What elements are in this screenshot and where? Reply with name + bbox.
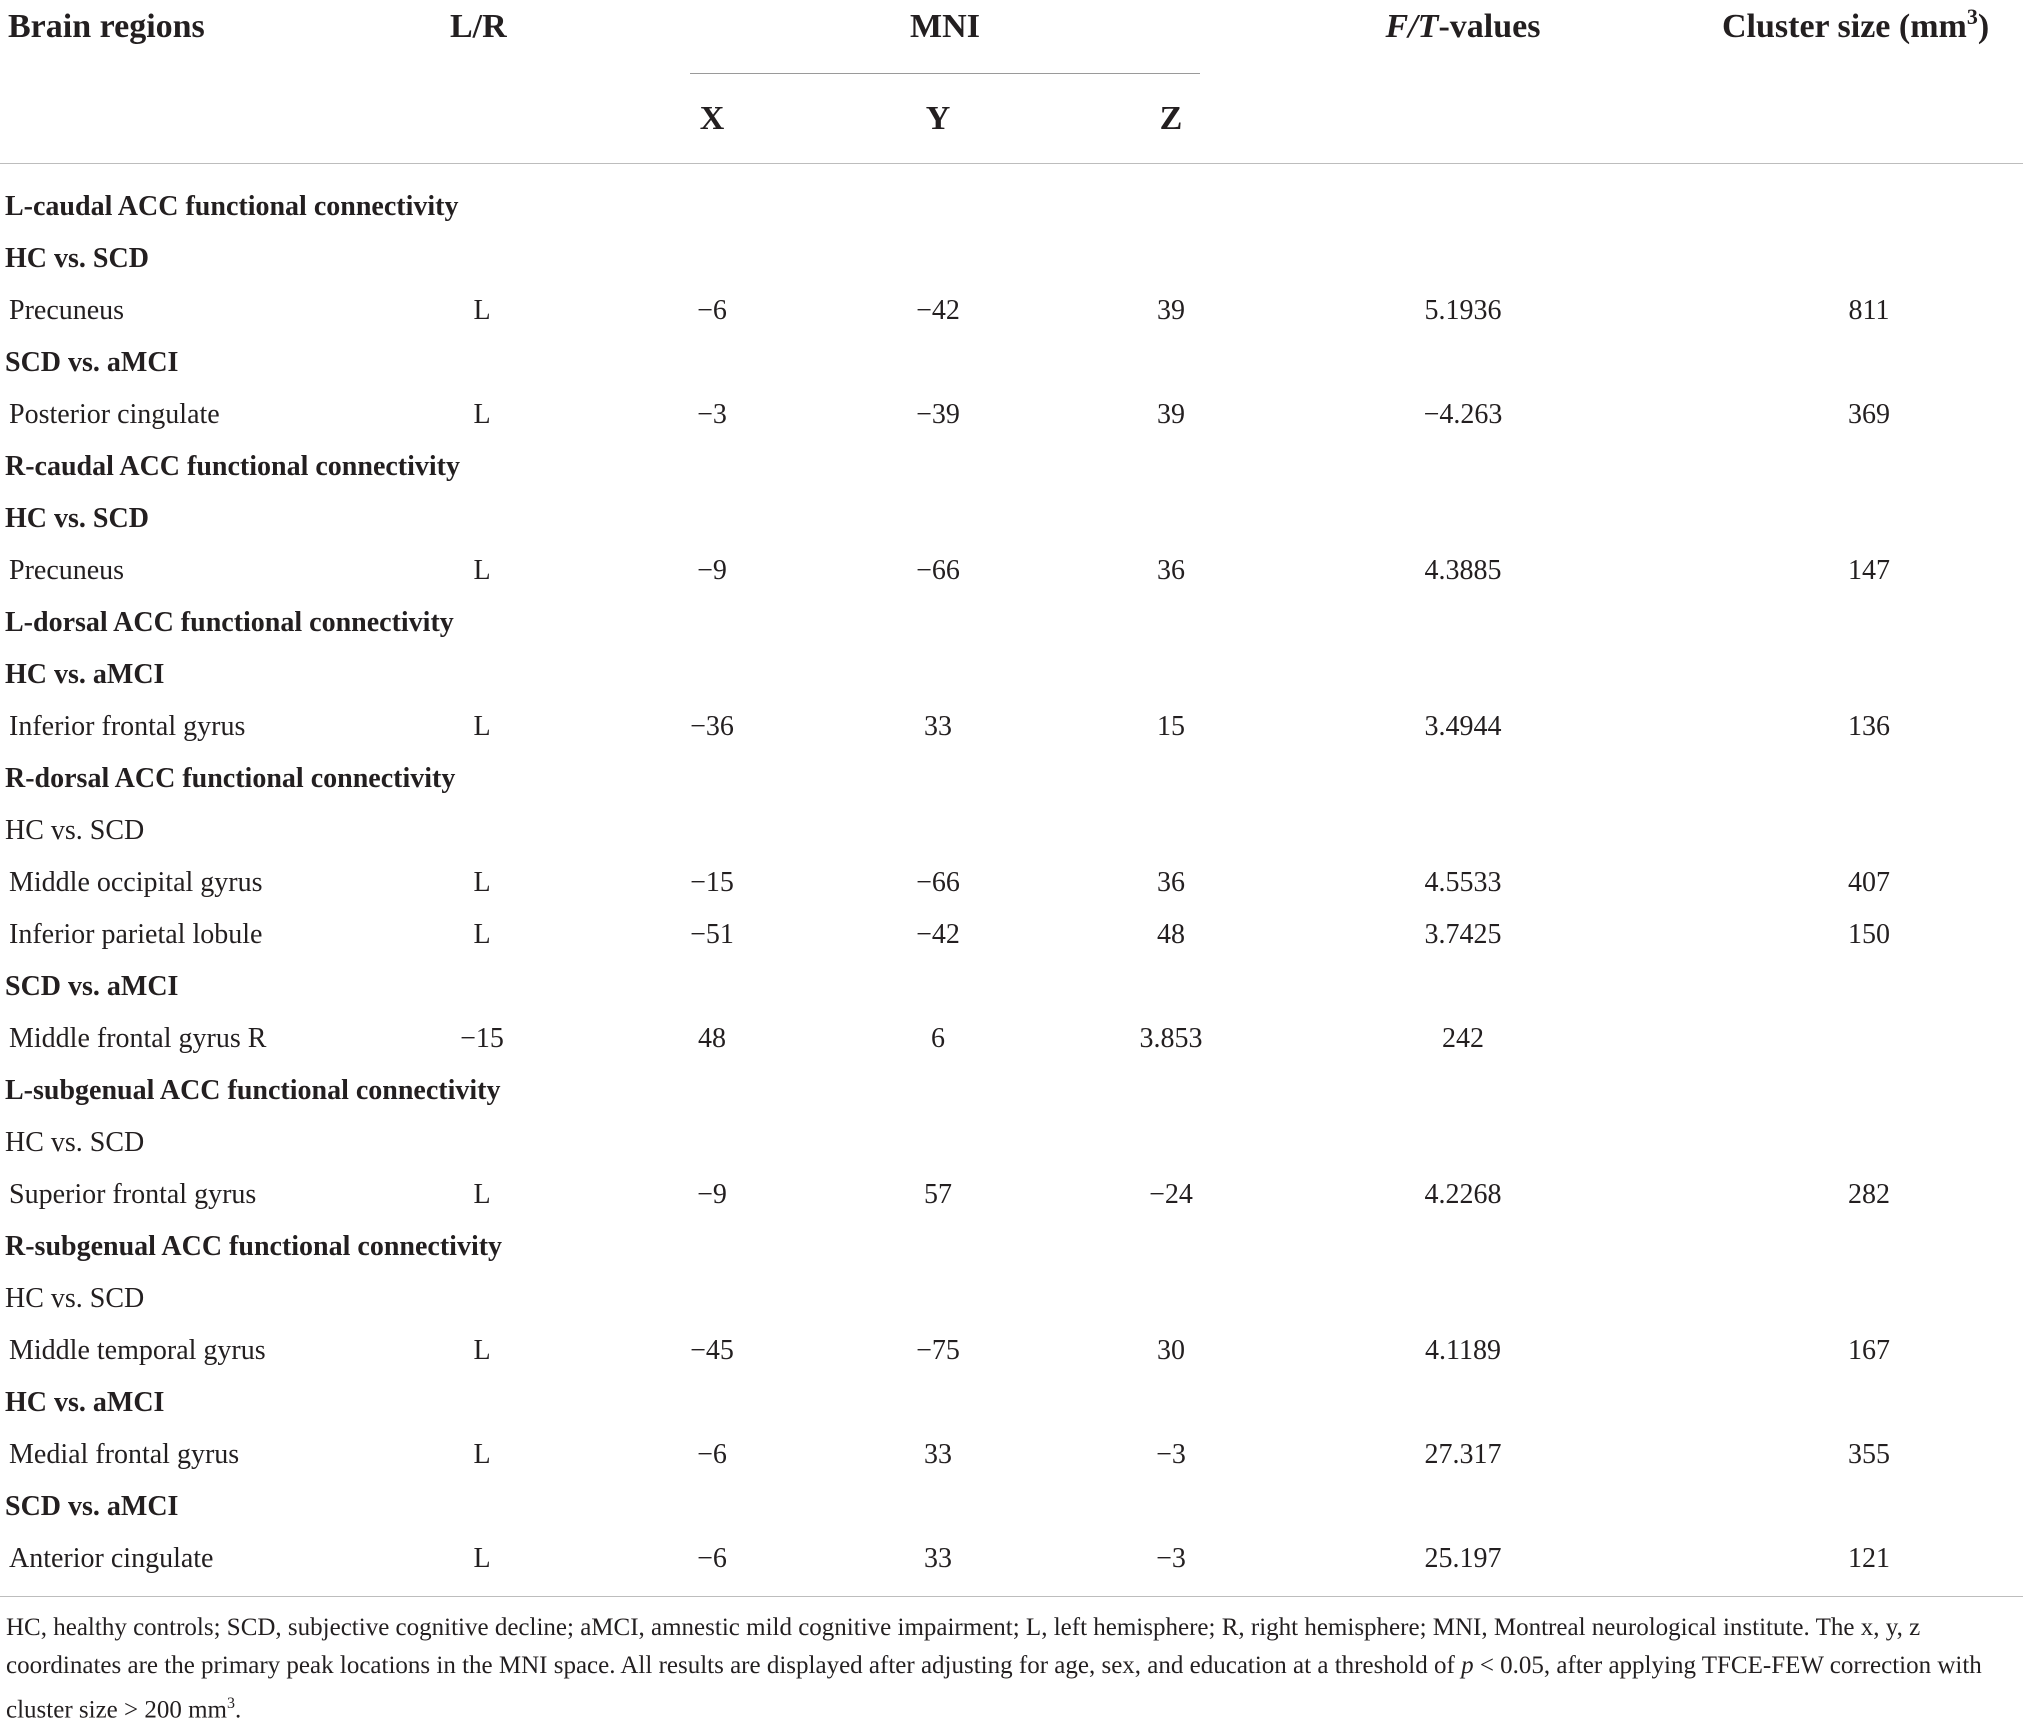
section-label: L-caudal ACC functional connectivity bbox=[5, 191, 459, 222]
ft-cell: 25.197 bbox=[1424, 1543, 1502, 1574]
x-cell: −51 bbox=[690, 919, 734, 950]
lr-cell: L bbox=[473, 555, 491, 586]
region-cell: Inferior parietal lobule bbox=[9, 919, 263, 950]
table-row bbox=[0, 441, 2023, 493]
z-cell: −24 bbox=[1149, 1179, 1193, 1210]
section-label: R-caudal ACC functional connectivity bbox=[5, 451, 460, 482]
comparison-label: HC vs. SCD bbox=[5, 815, 145, 846]
cluster-cell: 811 bbox=[1848, 295, 1890, 326]
table-row bbox=[0, 961, 2023, 1013]
cluster-cell: 150 bbox=[1848, 919, 1890, 950]
comparison-label: SCD vs. aMCI bbox=[5, 347, 179, 378]
table-row bbox=[0, 649, 2023, 701]
region-cell: Middle occipital gyrus bbox=[9, 867, 263, 898]
table-row bbox=[0, 1221, 2023, 1273]
lr-cell: L bbox=[473, 919, 491, 950]
ft-cell: 4.5533 bbox=[1424, 867, 1502, 898]
comparison-label: SCD vs. aMCI bbox=[5, 971, 179, 1002]
z-cell: −3 bbox=[1156, 1439, 1186, 1470]
region-cell: Precuneus bbox=[9, 295, 125, 326]
lr-cell: L bbox=[473, 1335, 491, 1366]
y-cell: −75 bbox=[916, 1335, 960, 1366]
z-cell: 36 bbox=[1157, 867, 1185, 898]
z-cell: 39 bbox=[1157, 399, 1185, 430]
x-cell: −6 bbox=[697, 1439, 727, 1470]
x-cell: −9 bbox=[697, 1179, 727, 1210]
z-cell: 48 bbox=[1157, 919, 1185, 950]
section-label: L-subgenual ACC functional connectivity bbox=[5, 1075, 501, 1106]
ft-cell: 3.4944 bbox=[1424, 711, 1502, 742]
table-row bbox=[0, 805, 2023, 857]
comparison-label: HC vs. aMCI bbox=[5, 659, 165, 690]
table-row bbox=[0, 909, 2023, 961]
y-cell: 57 bbox=[924, 1179, 952, 1210]
section-label: R-dorsal ACC functional connectivity bbox=[5, 763, 456, 794]
ft-cell: 27.317 bbox=[1424, 1439, 1502, 1470]
x-cell: −45 bbox=[690, 1335, 734, 1366]
z-cell: 39 bbox=[1157, 295, 1185, 326]
comparison-label: HC vs. SCD bbox=[5, 503, 149, 534]
y-cell: 6 bbox=[931, 1023, 945, 1054]
lr-cell: L bbox=[473, 1179, 491, 1210]
region-cell: Superior frontal gyrus bbox=[9, 1179, 257, 1210]
z-cell: −3 bbox=[1156, 1543, 1186, 1574]
cluster-cell: 121 bbox=[1848, 1543, 1890, 1574]
lr-cell: L bbox=[473, 295, 491, 326]
region-cell: Anterior cingulate bbox=[9, 1543, 214, 1574]
ft-cell: 4.1189 bbox=[1425, 1335, 1501, 1366]
lr-cell: L bbox=[473, 1439, 491, 1470]
table-row bbox=[0, 1065, 2023, 1117]
comparison-label: HC vs. SCD bbox=[5, 1283, 145, 1314]
y-cell: 33 bbox=[924, 711, 952, 742]
x-cell: −36 bbox=[690, 711, 734, 742]
table-row bbox=[0, 1325, 2023, 1377]
cluster-cell: 407 bbox=[1848, 867, 1890, 898]
table-row bbox=[0, 597, 2023, 649]
section-label: R-subgenual ACC functional connectivity bbox=[5, 1231, 503, 1262]
comparison-label: HC vs. SCD bbox=[5, 243, 149, 274]
x-cell: −6 bbox=[697, 1543, 727, 1574]
mni-underline bbox=[690, 73, 1200, 74]
region-cell: Medial frontal gyrus bbox=[9, 1439, 240, 1470]
table-row bbox=[0, 1117, 2023, 1169]
lr-cell: L bbox=[473, 867, 491, 898]
table-row bbox=[0, 1013, 2023, 1065]
cluster-cell: 167 bbox=[1848, 1335, 1890, 1366]
lr-cell: L bbox=[473, 1543, 491, 1574]
y-cell: −42 bbox=[916, 919, 960, 950]
y-cell: −42 bbox=[916, 295, 960, 326]
z-cell: 15 bbox=[1157, 711, 1185, 742]
ft-cell: 242 bbox=[1442, 1023, 1484, 1054]
x-cell: −15 bbox=[690, 867, 734, 898]
y-cell: 33 bbox=[924, 1543, 952, 1574]
table-row bbox=[0, 753, 2023, 805]
region-cell: Precuneus bbox=[9, 555, 125, 586]
table-row bbox=[0, 1533, 2023, 1585]
cluster-cell: 147 bbox=[1848, 555, 1890, 586]
table-bottom-rule bbox=[0, 1596, 2023, 1597]
header-mni: MNI bbox=[910, 8, 980, 45]
y-cell: 33 bbox=[924, 1439, 952, 1470]
y-cell: −66 bbox=[916, 555, 960, 586]
comparison-label: SCD vs. aMCI bbox=[5, 1491, 179, 1522]
table-row bbox=[0, 285, 2023, 337]
table-row bbox=[0, 1273, 2023, 1325]
z-cell: 36 bbox=[1157, 555, 1185, 586]
header-rule bbox=[0, 163, 2023, 164]
table-row bbox=[0, 389, 2023, 441]
lr-cell: −15 bbox=[460, 1023, 504, 1054]
header-cluster-size: Cluster size $(mm^3)$ bbox=[1722, 4, 1990, 45]
region-cell: Middle temporal gyrus bbox=[9, 1335, 266, 1366]
table-row bbox=[0, 181, 2023, 233]
table-row bbox=[0, 233, 2023, 285]
x-cell: −9 bbox=[697, 555, 727, 586]
ft-cell: −4.263 bbox=[1423, 399, 1503, 430]
region-cell: Posterior cingulate bbox=[9, 399, 220, 430]
header-x: X bbox=[699, 100, 725, 137]
x-cell: −6 bbox=[697, 295, 727, 326]
x-cell: −3 bbox=[697, 399, 727, 430]
y-cell: −66 bbox=[916, 867, 960, 898]
header-brain-regions: Brain regions bbox=[8, 8, 205, 45]
comparison-label: HC vs. aMCI bbox=[5, 1387, 165, 1418]
table-row bbox=[0, 493, 2023, 545]
y-cell: −39 bbox=[916, 399, 960, 430]
header-lr: L/R bbox=[450, 8, 507, 45]
table-row bbox=[0, 1377, 2023, 1429]
ft-cell: 4.2268 bbox=[1424, 1179, 1502, 1210]
lr-cell: L bbox=[473, 399, 491, 430]
region-cell: Middle frontal gyrus R bbox=[9, 1023, 267, 1054]
lr-cell: L bbox=[473, 711, 491, 742]
table-row bbox=[0, 1169, 2023, 1221]
ft-cell: 5.1936 bbox=[1424, 295, 1502, 326]
ft-cell: 4.3885 bbox=[1424, 555, 1502, 586]
header-ft-values: F/T-values bbox=[1385, 8, 1541, 45]
table-row bbox=[0, 1429, 2023, 1481]
header-z: Z bbox=[1159, 100, 1183, 137]
region-cell: Inferior frontal gyrus bbox=[9, 711, 246, 742]
header-y: Y bbox=[925, 100, 951, 137]
ft-cell: 3.7425 bbox=[1424, 919, 1502, 950]
comparison-label: HC vs. SCD bbox=[5, 1127, 145, 1158]
table-row bbox=[0, 337, 2023, 389]
cluster-cell: 355 bbox=[1848, 1439, 1890, 1470]
table-row bbox=[0, 545, 2023, 597]
table-footnote: HC, healthy controls; SCD, subjective cognitive decline; aMCI, amnestic mild cognitive impairment; L, left hemisphere; R, right hemisphere; MNI, Montreal neurological institute. The x, y, z coordinates are the primary peak locations in the MNI space. All results are displayed after adjusting for age, sex, and education at a threshold of p < 0.05, after applying TFCE-FEW correction with cluster size > 200 $mm^3$. bbox=[6, 1614, 1982, 1724]
table-row bbox=[0, 857, 2023, 909]
cluster-cell: 136 bbox=[1848, 711, 1890, 742]
table-row bbox=[0, 701, 2023, 753]
table-row bbox=[0, 1481, 2023, 1533]
cluster-cell: 282 bbox=[1848, 1179, 1890, 1210]
z-cell: 30 bbox=[1157, 1335, 1185, 1366]
z-cell: 3.853 bbox=[1139, 1023, 1203, 1054]
section-label: L-dorsal ACC functional connectivity bbox=[5, 607, 454, 638]
x-cell: 48 bbox=[698, 1023, 726, 1054]
cluster-cell: 369 bbox=[1848, 399, 1890, 430]
